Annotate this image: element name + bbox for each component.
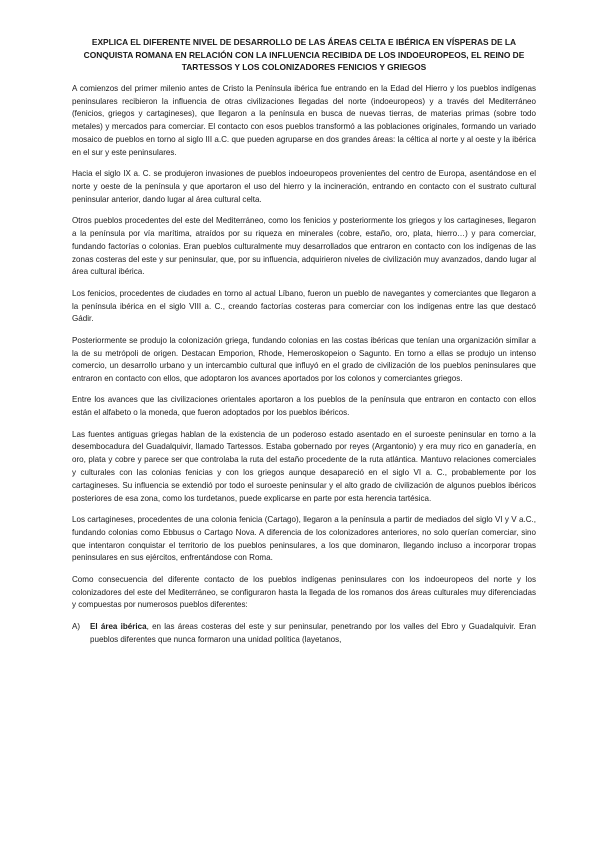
list-item-body: , en las áreas costeras del este y sur peninsular, penetrando por los valles del Ebro y Guadalquivir. Eran pueblos diferentes que nunca formaron una unidad política (layetanos,: [90, 621, 536, 644]
paragraph-greek-colonization: Posteriormente se produjo la colonización griega, fundando colonias en las costas ibéricas que tenían una organización similar a la de su metrópoli de origen. Destacan Emporion, Rhode, Hemeroskopeion o Sagunto. En torno a ellas se produjo un intenso comercio, un desarrollo urbano y un intercambio cultural que influyó en el grado de civilización de los pueblos peninsulares que entraron en contacto con ellos, que adoptaron los avances aportados por los colonos y comerciantes griegos.: [72, 335, 536, 384]
paragraph-phoenicians: Los fenicios, procedentes de ciudades en torno al actual Líbano, fueron un pueblo de navegantes y comerciantes que llegaron a la península ibérica en el siglo VIII a. C., creando factorías costeras para comerciar con los indígenas entre las que destacó Gádir.: [72, 288, 536, 324]
paragraph-mediterranean-peoples: Otros pueblos procedentes del este del Mediterráneo, como los fenicios y posteriormente los griegos y los cartagineses, llegaron a la península por vía marítima, atraídos por su riqueza en minerales (cobre, estaño, oro, plata, hierro…) y para comerciar, fundando factorías o colonias. Eran pueblos culturalmente muy desarrollados que entraron en contacto con los indígenas de las zonas costeras del este y sur peninsular, que, por su influencia, adquirieron niveles de civilización muy avanzados, dando lugar al área cultural ibérica.: [72, 216, 536, 277]
list-item-text: [90, 621, 536, 647]
paragraph-consequence: Como consecuencia del diferente contacto de los pueblos indígenas peninsulares con los indoeuropeos del norte y los colonizadores del este del Mediterráneo, se configuraron hasta la llegada de los romanos dos áreas culturales muy diferenciadas y compuestas por numerosos pueblos diferentes:: [72, 574, 536, 610]
document-body: [72, 83, 536, 647]
list-marker: A): [72, 621, 81, 631]
cultural-areas-list: [72, 621, 536, 647]
paragraph-intro: A comienzos del primer milenio antes de Cristo la Península ibérica fue entrando en la Edad del Hierro y los pueblos indígenas peninsulares recibieron la influencia de otras civilizaciones llegadas del norte (indoeuropeos) y a través del Mediterráneo (fenicios, griegos y cartagineses), que llegaron a la península en busca de nuevas tierras, de materias primas (sobre todo metales) y mercados para comerciar. El contacto con esos pueblos transformó a las poblaciones originales, formando un variado mosaico de pueblos en torno al siglo III a.C. que pueden agruparse en dos grandes áreas: la céltica al norte y al oeste y la ibérica en el sur y este peninsulares.: [72, 83, 536, 157]
paragraph-oriental-advances: Entre los avances que las civilizaciones orientales aportaron a los pueblos de la península que entraron en contacto con ellos están el alfabeto o la moneda, que fueron adoptados por los pueblos ibéricos.: [72, 395, 536, 418]
paragraph-carthaginians: Los cartagineses, procedentes de una colonia fenicia (Cartago), llegaron a la península a partir de mediados del siglo VI y V a.C., fundando colonias como Ebbusus o Cartago Nova. A diferencia de los colonizadores anteriores, no solo querían comerciar, sino que intentaron conquistar el territorio de los pueblos peninsulares, a los que dominaron, llegando incluso a incorporar tropas peninsulares en sus ejércitos, enfrentándose con Roma.: [72, 515, 536, 563]
list-item-heading: El área ibérica: [90, 621, 147, 631]
paragraph-indoeuropeans: Hacia el siglo IX a. C. se produjeron invasiones de pueblos indoeuropeos provenientes del centro de Europa, asentándose en el norte y oeste de la península y que aportaron el uso del hierro y la incineración, entrando en contacto con el sustrato cultural peninsular anterior, dando lugar al área cultural celta.: [72, 169, 536, 204]
document-title: EXPLICA EL DIFERENTE NIVEL DE DESARROLLO DE LAS ÁREAS CELTA E IBÉRICA EN VÍSPERAS DE LA CONQUISTA ROMANA EN RELACIÓN CON LA INFLUENCIA RECIBIDA DE LOS INDOEUROPEOS, EL REINO DE TARTESSOS Y LOS COLONIZADORES FENICIOS Y GRIEGOS: [83, 37, 525, 73]
list-item: [72, 621, 536, 647]
paragraph-tartessos: Las fuentes antiguas griegas hablan de la existencia de un poderoso estado asentado en el suroeste peninsular en torno a la desembocadura del Guadalquivir, llamado Tartessos. Estaba gobernado por reyes (Argantonio) y era muy rico en ganadería, en oro, plata y cobre y parece ser que controlaba la ruta del estaño procedente de la ruta atlántica. Mantuvo relaciones comerciales y culturales con las colonias fenicias y con los griegos aunque desapareció en el siglo VI a. C., probablemente por los cartagineses. Su influencia se extendió por todo el suroeste peninsular y el alto grado de civilización de algunos pueblos ibéricos posteriores de esa zona, como los turdetanos, puede explicarse en parte por esta herencia tartésica.: [72, 429, 536, 503]
